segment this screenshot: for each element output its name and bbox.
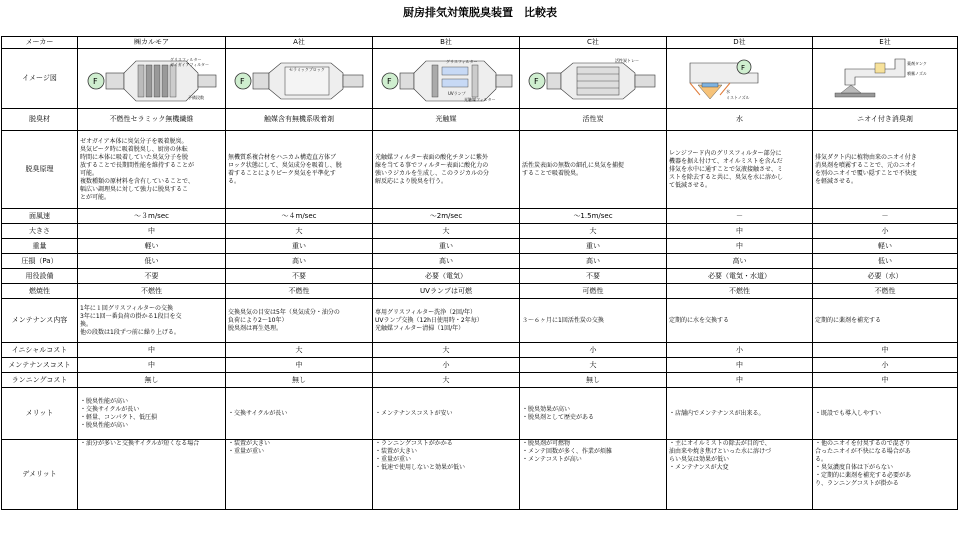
maintenance-cost-d: 中 [667,358,813,373]
merit-c-line-1: ・脱臭効果が高い [522,405,571,413]
demerit-b-line-4: ・低速で使用しないと効果が低い [375,464,466,471]
demerit-e [813,440,958,510]
maintenance-b-line-3: 光触媒フィルター清掃（1回/年） [375,324,465,332]
principle-carmore-line-8: とが可能。 [80,193,111,201]
maintenance-b [373,299,520,343]
equipment-carmore: 不要 [78,269,226,284]
maintenance-cost-row [2,358,958,373]
material-b: 光触媒 [373,109,520,131]
running-cost-b: 大 [373,373,520,388]
fan-label: F [387,76,392,86]
equipment-e: 必要（水） [813,269,958,284]
fan-label: F [240,76,245,86]
velocity-row [2,209,958,224]
flammability-d: 不燃性 [667,284,813,299]
merit-label: メリット [2,388,78,440]
demerit-e-line-6: り、ランニングコストが掛かる [815,480,899,487]
merit-carmore-line-1: ・脱臭性能が高い [80,397,129,405]
demerit-e-line-5: ・定期的に薬剤を補充する必要があ [815,472,912,479]
demerit-carmore-line-1: ・油分が多いと交換サイクルが短くなる場合 [80,440,200,447]
initial-cost-c: 小 [520,343,667,358]
principle-carmore-line-4: 放することで長期間性能を維持することが [80,161,195,169]
pressure-c: 高い [520,254,667,269]
flammability-e: 不燃性 [813,284,958,299]
demerit-a-line-2: ・重量が重い [228,448,265,455]
principle-d-line-4: ストを除去すると共に、臭気を水に溶かし [669,173,784,181]
maintenance-carmore-line-3: 換。 [80,320,93,328]
initial-cost-row [2,343,958,358]
material-a: 触媒含有無機系吸着剤 [226,109,373,131]
demerit-e-line-3: る。 [815,456,828,463]
maintenance-e [813,299,958,343]
maintenance-a-line-2: 負荷により2～10年） [228,316,288,324]
principle-d-line-1: レンジフード内のグリスフィルター部分に [669,149,782,157]
principle-carmore [78,131,226,209]
e-label-2: 噴霧ノズル [907,70,927,76]
maintenance-a-line-1: 交換臭気の目安は5年（臭気成分・油分の [228,308,340,316]
principle-a-line-3: 着することによりピーク臭気を平準化す [228,169,336,177]
maintenance-d-line-1: 定期的に水を交換する [669,316,730,324]
maintenance-cost-c: 大 [520,358,667,373]
material-d: 水 [667,109,813,131]
maintenance-cost-e: 小 [813,358,958,373]
fan-label: F [740,63,745,72]
maintenance-cost-label: メンテナンスコスト [2,358,78,373]
demerit-d-line-1: ・主にオイルミストの除去が目的で、 [669,440,771,447]
principle-b-line-3: 強いラジカルを生成し、このラジカルの分 [375,169,490,177]
merit-e [813,388,958,440]
maintenance-cost-a: 中 [226,358,373,373]
merit-carmore [78,388,226,440]
flammability-a: 不燃性 [226,284,373,299]
header-row [2,37,958,49]
principle-carmore-line-6: 複数種類の原材料を含有していることで、 [80,177,194,185]
weight-e: 軽い [813,239,958,254]
demerit-carmore [78,440,226,510]
maintenance-carmore-line-1: 1年に１回グリスフィルターの交換 [80,304,173,312]
principle-b-line-1: 光触媒フィルター表面の酸化チタンに紫外 [375,153,488,161]
demerit-e-line-1: ・他のニオイを付臭するので混ざり [815,440,911,447]
merit-carmore-line-3: ・軽量、コンパクト、低圧損 [80,413,158,421]
size-label: 大きさ [2,224,78,239]
equipment-a: 不要 [226,269,373,284]
maintenance-cost-b: 小 [373,358,520,373]
running-cost-a: 無し [226,373,373,388]
demerit-a [226,440,373,510]
material-c: 活性炭 [520,109,667,131]
merit-d-line-1: ・店舗内でメンテナンスが出来る。 [669,409,765,417]
d-label-2: ミストノズル [725,94,750,100]
weight-c: 重い [520,239,667,254]
d-diagram [670,55,810,103]
merit-d [667,388,813,440]
b-diagram [376,55,516,103]
header-a: A社 [226,37,373,49]
comparison-table [1,36,958,510]
demerit-row [2,440,958,510]
weight-b: 重い [373,239,520,254]
principle-carmore-line-2: 臭気ピーク時に吸着脱臭し、厨房の休転 [80,145,188,153]
equipment-b: 必要（電気） [373,269,520,284]
merit-e-line-1: ・既設でも導入しやすい [815,409,882,417]
equipment-label: 用役設備 [2,269,78,284]
header-b: B社 [373,37,520,49]
a-diagram [229,55,369,103]
maintenance-carmore-line-4: 他の段数は1段ずつ前に繰り上げる。 [80,328,180,336]
velocity-label: 面風速 [2,209,78,224]
demerit-b-line-1: ・ランニングコストがかかる [375,440,453,447]
size-row [2,224,958,239]
image-c [520,49,667,109]
demerit-c-line-1: ・脱臭剤が可燃物 [522,440,571,447]
merit-carmore-line-4: ・脱臭性能が高い [80,421,129,429]
page-title: 厨房排気対策脱臭装置 比較表 [403,6,557,19]
b-label-1: グリスフィルター [446,58,478,64]
principle-c-line-2: することで吸着脱臭。 [522,169,583,177]
equipment-d: 必要（電気・水道） [667,269,813,284]
maintenance-row [2,299,958,343]
demerit-b [373,440,520,510]
weight-carmore: 軽い [78,239,226,254]
running-cost-c: 無し [520,373,667,388]
flammability-b: UVランプは可燃 [373,284,520,299]
principle-d [667,131,813,209]
b-label-3: 光触媒フィルター [464,96,496,102]
demerit-b-line-3: ・重量が重い [375,456,412,463]
demerit-c [520,440,667,510]
d-label-1: 水 [725,88,730,94]
size-a: 大 [226,224,373,239]
header-maker: メーカー [2,37,78,49]
maintenance-c [520,299,667,343]
initial-cost-a: 大 [226,343,373,358]
principle-b [373,131,520,209]
principle-label: 脱臭原理 [2,131,78,209]
image-b [373,49,520,109]
principle-carmore-line-3: 時間に本体に吸着していた臭気分子を脱 [80,153,189,161]
demerit-c-line-3: ・メンテコストが高い [522,456,582,463]
header-carmore: ㈱カルモア [78,37,226,49]
velocity-carmore: ～３m/sec [78,209,226,224]
principle-d-line-3: 排気を水中に通すことで気液接触させ、ミ [669,165,783,173]
weight-a: 重い [226,239,373,254]
principle-carmore-line-5: 可能。 [80,169,99,177]
running-cost-row [2,373,958,388]
material-e: ニオイ付き消臭剤 [813,109,958,131]
size-e: 小 [813,224,958,239]
demerit-b-line-2: ・装置が大きい [375,448,418,455]
pressure-b: 高い [373,254,520,269]
c-label: 活性炭トレー [615,57,639,63]
maintenance-carmore-line-2: 3年に1回一番負荷の掛かる1段目を交 [80,312,182,320]
principle-e [813,131,958,209]
initial-cost-carmore: 中 [78,343,226,358]
principle-b-line-2: 線を当てる事でフィルター表面に酸化力の [375,161,489,169]
pressure-e: 低い [813,254,958,269]
principle-c [520,131,667,209]
initial-cost-label: イニシャルコスト [2,343,78,358]
maintenance-cost-carmore: 中 [78,358,226,373]
equipment-row [2,269,958,284]
demerit-c-line-2: ・メンテ回数が多く、作業が煩雑 [522,448,612,455]
flammability-row [2,284,958,299]
initial-cost-d: 小 [667,343,813,358]
principle-b-line-4: 解反応により脱臭を行う。 [375,177,448,185]
pressure-row [2,254,958,269]
velocity-d: － [667,209,813,224]
maintenance-b-line-1: 専用グリスフィルター洗浄（2回/年） [375,308,476,316]
maintenance-c-line-1: ３～６ヶ月に1回活性炭の交換 [522,316,604,324]
velocity-b: ～2m/sec [373,209,520,224]
image-a [226,49,373,109]
merit-b [373,388,520,440]
merit-a [226,388,373,440]
merit-b-line-1: ・メンテナンスコストが安い [375,409,453,417]
size-carmore: 中 [78,224,226,239]
principle-row [2,131,958,209]
running-cost-label: ランニングコスト [2,373,78,388]
merit-carmore-line-2: ・交換サイクルが長い [80,405,140,413]
equipment-c: 不要 [520,269,667,284]
carmore-diagram [82,55,222,103]
initial-cost-b: 大 [373,343,520,358]
maintenance-carmore [78,299,226,343]
image-row-label: イメージ図 [2,49,78,109]
initial-cost-e: 中 [813,343,958,358]
merit-a-line-1: ・交換サイクルが長い [228,409,288,417]
pressure-d: 高い [667,254,813,269]
principle-e-line-2: 消臭剤を噴霧することで、元のニオイ [815,161,917,169]
image-row [2,49,958,109]
principle-a-line-2: ロック状態にして、臭気成分を吸着し、脱 [228,161,342,169]
principle-e-line-1: 排気ダクト内に植物由来のニオイ付き [815,153,917,161]
e-diagram [815,55,955,103]
fan-label: F [534,76,539,86]
merit-c-line-2: ・脱臭剤として歴史がある [522,413,595,421]
size-b: 大 [373,224,520,239]
demerit-d-line-3: らい臭気は効果が低い [669,456,730,463]
image-d [667,49,813,109]
material-carmore: 不燃性セラミック無機繊維 [78,109,226,131]
principle-a-line-1: 無機質系複合材をハニカム構造直方体ブ [228,153,337,161]
demerit-label: デメリット [2,440,78,510]
merit-c [520,388,667,440]
weight-label: 重量 [2,239,78,254]
pressure-label: 圧損（Pa） [2,254,78,269]
pressure-a: 高い [226,254,373,269]
running-cost-carmore: 無し [78,373,226,388]
principle-a-line-4: る。 [228,177,241,185]
material-label: 脱臭材 [2,109,78,131]
weight-d: 中 [667,239,813,254]
carmore-label-3: 予備段数 [187,94,204,100]
principle-e-line-3: を別のニオイで覆い隠すことで不快度 [815,169,917,177]
maintenance-b-line-2: UVランプ交換（12h日使用時・2年毎） [375,316,483,324]
header-e: E社 [813,37,958,49]
demerit-e-line-2: 合ったニオイが不快になる場合があ [815,448,911,455]
maintenance-a-line-3: 脱臭剤は再生処理。 [228,324,283,332]
maintenance-a [226,299,373,343]
size-d: 中 [667,224,813,239]
image-carmore [78,49,226,109]
principle-d-line-2: 機器を据え付けて、オイルミストを含んだ [669,157,783,165]
running-cost-e: 中 [813,373,958,388]
material-row [2,109,958,131]
a-label: セラミックブロック [289,66,325,72]
flammability-c: 可燃性 [520,284,667,299]
c-diagram [523,55,663,103]
merit-row [2,388,958,440]
weight-row [2,239,958,254]
demerit-d-line-2: 油由来や焼き焦げといった水に溶けづ [669,448,772,455]
demerit-a-line-1: ・装置が大きい [228,440,271,447]
header-d: D社 [667,37,813,49]
principle-carmore-line-7: 幅広い調理臭に対して強力に脱臭するこ [80,185,189,193]
velocity-a: ～４m/sec [226,209,373,224]
fan-label: F [92,76,98,86]
velocity-e: － [813,209,958,224]
flammability-label: 燃焼性 [2,284,78,299]
maintenance-label: メンテナンス内容 [2,299,78,343]
flammability-carmore: 不燃性 [78,284,226,299]
maintenance-e-line-1: 定期的に薬剤を補充する [815,316,882,324]
size-c: 大 [520,224,667,239]
maintenance-d [667,299,813,343]
pressure-carmore: 低い [78,254,226,269]
principle-a [226,131,373,209]
principle-d-line-5: て低減させる。 [669,181,712,189]
running-cost-d: 中 [667,373,813,388]
principle-e-line-4: を軽減させる。 [815,177,858,185]
demerit-e-line-4: ・臭気濃度自体は下がらない [815,464,894,471]
b-label-2: UVランプ [448,90,466,96]
e-label-1: 薬剤タンク [907,60,927,66]
demerit-d-line-4: ・メンテナンスが大変 [669,464,729,471]
principle-c-line-1: 活性炭表面の無数の細孔に臭気を捕捉 [522,161,625,169]
image-e [813,49,958,109]
demerit-d [667,440,813,510]
principle-carmore-line-1: ゼオガイア本体に臭気分子を吸着脱臭。 [80,137,188,145]
header-c: C社 [520,37,667,49]
carmore-label-1: グリスフィルター [169,56,201,62]
carmore-label-2: ガイガイアフィルター [169,61,209,67]
velocity-c: ～1.5m/sec [520,209,667,224]
